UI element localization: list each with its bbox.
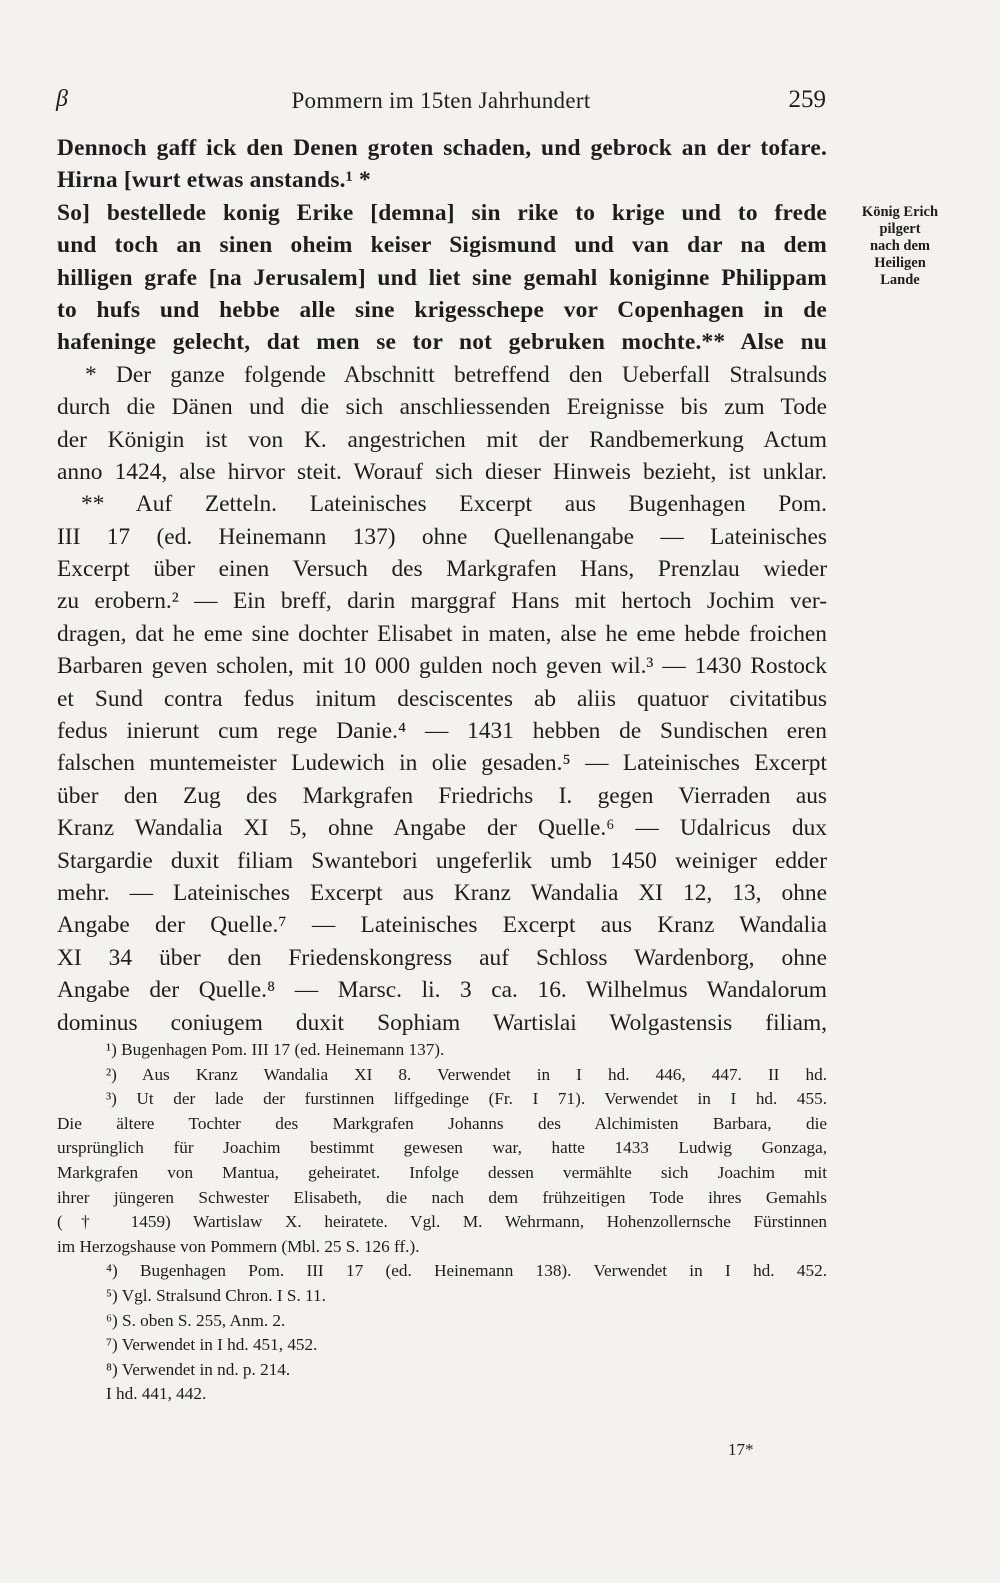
text-line: hilligen grafe [na Jerusalem] und liet sine gemahl koniginne Philippam [57, 264, 827, 291]
footnotes [57, 1038, 827, 1407]
text-line: ** Auf Zetteln. Lateinisches Excerpt aus Bugenhagen Pom. [81, 491, 827, 518]
footnote-line: ⁷) Verwendet in I hd. 451, 452. [106, 1335, 318, 1355]
text-line: to hufs und hebbe alle sine krigesschepe vor Copenhagen in de [57, 296, 827, 323]
text-line: durch die Dänen und die sich anschliessenden Ereignisse bis zum Tode [57, 394, 827, 421]
marginal-note [840, 204, 960, 289]
text-line: Kranz Wandalia XI 5, ohne Angabe der Quelle.⁶ — Udalricus dux [57, 815, 827, 842]
footnote-line: I hd. 441, 442. [106, 1384, 207, 1404]
footnote-line: ursprünglich für Joachim bestimmt gewesen war, hatte 1433 Ludwig Gonzaga, [57, 1138, 827, 1158]
footnote-line: ⁴) Bugenhagen Pom. III 17 (ed. Heinemann 138). Verwendet in I hd. 452. [106, 1261, 827, 1281]
text-line: So] bestellede konig Erike [demna] sin rike to krige und to frede [57, 199, 827, 226]
footnote-line: († 1459) Wartislaw X. heiratete. Vgl. M. Wehrmann, Hohenzollernsche Fürstinnen [57, 1212, 827, 1232]
margin-note-line: König Erich [861, 204, 939, 220]
text-line: III 17 (ed. Heinemann 137) ohne Quellenangabe — Lateinisches [57, 523, 827, 550]
text-line: XI 34 über den Friedenskongress auf Schloss Wardenborg, ohne [57, 944, 827, 971]
text-line: anno 1424, alse hirvor steit. Worauf sich dieser Hinweis bezieht, ist unklar. [57, 458, 827, 485]
main-text [57, 132, 827, 1039]
running-title: Pommern im 15ten Jahrhundert [291, 88, 591, 113]
text-line: Angabe der Quelle.⁷ — Lateinisches Excerpt aus Kranz Wandalia [57, 912, 827, 939]
text-line: Stargardie duxit filiam Swantebori ungeferlik umb 1450 weiniger edder [57, 847, 827, 874]
margin-note-line: Lande [880, 272, 920, 288]
text-line: fedus inierunt cum rege Danie.⁴ — 1431 hebben de Sundischen eren [57, 718, 827, 745]
footnote-line: ihrer jüngeren Schwester Elisabeth, die nach dem frühzeitigen Tode ihres Gemahls [57, 1187, 827, 1207]
footnote-line: ⁵) Vgl. Stralsund Chron. I S. 11. [106, 1285, 326, 1305]
text-line: der Königin ist von K. angestrichen mit der Randbemerkung Actum [57, 426, 827, 453]
margin-note-line: Heiligen [874, 255, 926, 271]
text-line: Angabe der Quelle.⁸ — Marsc. li. 3 ca. 16. Wilhelmus Wandalorum [57, 977, 827, 1004]
text-line: dominus coniugem duxit Sophiam Wartislai Wolgastensis filiam, [57, 1009, 827, 1036]
text-line: Barbaren geven scholen, mit 10 000 gulden noch geven wil.³ — 1430 Rostock [57, 653, 827, 680]
text-line: über den Zug des Markgrafen Friedrichs I. gegen Vierraden aus [57, 782, 827, 809]
footnote-line: ¹) Bugenhagen Pom. III 17 (ed. Heinemann 137). [106, 1040, 445, 1059]
footnote-line: ²) Aus Kranz Wandalia XI 8. Verwendet in I hd. 446, 447. II hd. [106, 1064, 827, 1084]
footnote-line: Markgrafen von Mantua, geheiratet. Infolge dessen vermählte sich Joachim mit [57, 1162, 827, 1182]
margin-note-line: nach dem [869, 238, 931, 254]
text-line: falschen muntemeister Ludewich in olie gesaden.⁵ — Lateinisches Excerpt [57, 750, 827, 777]
text-line: und toch an sinen oheim keiser Sigismund und van dar na dem [57, 232, 827, 259]
footnote-line: ⁶) S. oben S. 255, Anm. 2. [106, 1310, 286, 1330]
margin-note-line: pilgert [879, 221, 921, 237]
sheet-signature: 17* [728, 1440, 754, 1459]
text-line: * Der ganze folgende Abschnitt betreffend den Ueberfall Stralsunds [85, 361, 827, 388]
page-number: 259 [788, 86, 826, 113]
text-line: Dennoch gaff ick den Denen groten schaden, und gebrock an der tofare. [57, 135, 827, 161]
text-line: dragen, dat he eme sine dochter Elisabet in maten, alse he eme hebde froichen [57, 620, 827, 647]
footnote-line: ³) Ut der lade der furstinnen liffgedinge (Fr. I 71). Verwendet in I hd. 455. [106, 1089, 827, 1109]
running-header [56, 86, 826, 120]
text-line: hafeninge gelecht, dat men se tor not gebruken mochte.** Alse nu [57, 329, 827, 356]
footnote-line: Die ältere Tochter des Markgrafen Johanns des Alchimisten Barbara, die [57, 1113, 827, 1133]
signature-mark: β [56, 86, 68, 112]
text-line: et Sund contra fedus initum desciscentes ab aliis quatuor civitatibus [57, 685, 827, 712]
footnote-line: im Herzogshause von Pommern (Mbl. 25 S. 126 ff.). [57, 1236, 420, 1256]
text-line: zu erobern.² — Ein breff, darin marggraf Hans mit hertoch Jochim ver- [57, 588, 827, 615]
text-line: Excerpt über einen Versuch des Markgrafen Hans, Prenzlau wieder [57, 556, 827, 583]
text-line: Hirna [wurt etwas anstands.¹ * [57, 167, 371, 194]
footnote-line: ⁸) Verwendet in nd. p. 214. [106, 1359, 291, 1379]
text-line: mehr. — Lateinisches Excerpt aus Kranz Wandalia XI 12, 13, ohne [57, 879, 827, 906]
